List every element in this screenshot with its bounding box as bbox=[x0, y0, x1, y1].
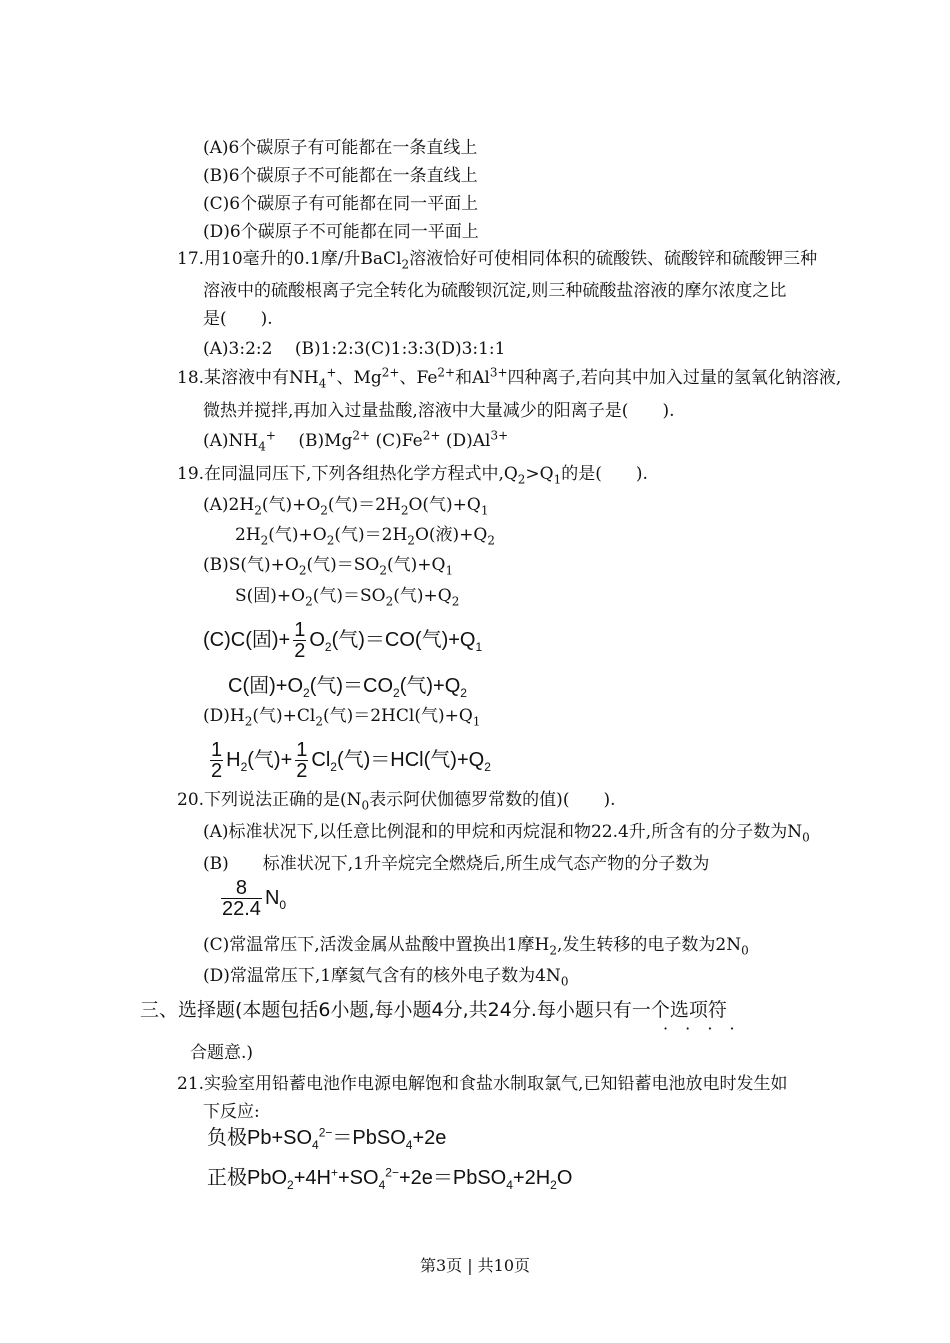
q19-option-c-eq1: (C)C(固)+ $\frac{1}{2}$ $O_2$(气)＝CO(气)$+Q_1$ bbox=[203, 619, 483, 662]
q21-stem-line1: 21.实验室用铅蓄电池作电源电解饱和食盐水制取氯气,已知铅蓄电池放电时发生如 bbox=[177, 1074, 788, 1094]
q20-option-b: (B) 标准状况下,1升辛烷完全燃烧后,所生成气态产物的分子数为 bbox=[203, 854, 710, 874]
q19-option-b-eq2: S(固)$+O_2$(气)$=SO_2$(气)$+Q_2$ bbox=[235, 586, 460, 609]
fraction: $\frac{8}{22.4}$ bbox=[222, 877, 261, 920]
q19-option-b-eq1: (B)S(气)$+O_2$(气)$=SO_2$(气)$+Q_1$ bbox=[203, 555, 454, 578]
q16-option-d: (D)6个碳原子不可能都在同一平面上 bbox=[203, 222, 479, 242]
q20-stem: 20.下列说法正确的是($N_0$表示阿伏伽德罗常数的值)( ). bbox=[177, 790, 616, 813]
q20-option-d: (D)常温常压下,1摩氦气含有的核外电子数为$4N_0$ bbox=[203, 966, 569, 989]
fraction: $\frac{1}{2}$ bbox=[211, 739, 223, 782]
q17-stem-line2: 溶液中的硫酸根离子完全转化为硫酸钡沉淀,则三种硫酸盐溶液的摩尔浓度之比 bbox=[203, 281, 787, 301]
q18-stem-line1: 18.某溶液中有$NH_4^+$、$Mg^{2+}$、$Fe^{2+}$和$Al^{3+}$四种离子,若向其中加入过量的氢氧化钠溶液, bbox=[177, 365, 842, 391]
q19-stem: 19.在同温同压下,下列各组热化学方程式中$,Q_2>Q_1$的是( ). bbox=[177, 464, 648, 487]
q18-options: $(A)NH_4^+$ $(B)Mg^{2+}$ $(C)Fe^{2+}$ $(D)Al^{3+}$ bbox=[203, 428, 509, 454]
q21-negative-electrode: 负极$Pb+SO_4^{2-}=PbSO_4+2e$ bbox=[207, 1125, 447, 1152]
q17-stem-line1: 17.用10毫升的0.1摩/升BaCl$_2$溶液恰好可使相同体积的硫酸铁、硫酸锌和硫酸钾三种 bbox=[177, 249, 818, 272]
fraction: $\frac{1}{2}$ bbox=[296, 739, 308, 782]
q18-stem-line2: 微热并搅拌,再加入过量盐酸,溶液中大量减少的阳离子是( ). bbox=[203, 401, 675, 421]
section-3-title: 三、选择题(本题包括6小题,每小题4分,共24分.每小题只有一个选项符 bbox=[140, 999, 727, 1021]
emphasis-dots: · · · · bbox=[663, 1019, 741, 1038]
q19-option-d-eq2: $\frac{1}{2}$ $H_2$(气)+ $\frac{1}{2}$ $Cl_2$(气)＝HCl(气)$+Q_2$ bbox=[211, 739, 491, 782]
q20-option-a: (A)标准状况下,以任意比例混和的甲烷和丙烷混和物22.4升,所含有的分子数为$N_0$ bbox=[203, 822, 810, 845]
q21-stem-line2: 下反应: bbox=[203, 1102, 260, 1122]
q19-option-a-eq1: $(A)2H_2$(气)$+O_2$(气)$=2H_2O$(气)$+Q_1$ bbox=[203, 495, 489, 518]
q16-option-c: (C)6个碳原子有可能都在同一平面上 bbox=[203, 194, 479, 214]
q19-option-a-eq2: $2H_2$(气)$+O_2$(气)$=2H_2O$(液)$+Q_2$ bbox=[235, 525, 495, 548]
section-3-title-cont: 合题意.) bbox=[190, 1043, 254, 1063]
q17-options: (A)3:2:2 (B)1:2:3(C)1:3:3(D)3:1:1 bbox=[203, 339, 506, 359]
q21-positive-electrode: 正极$PbO_2+4H^++SO_4^{2-}+2e=PbSO_4+2H_2O$ bbox=[207, 1165, 573, 1192]
q19-option-d-eq1: $(D)H_2$(气)$+Cl_2$(气)＝2HCl(气)$+Q_1$ bbox=[203, 706, 481, 729]
q19-option-c-eq2: C(固)$+O_2$(气)$=CO_2$(气)$+Q_2$ bbox=[228, 675, 467, 700]
q17-stem-line3: 是( ). bbox=[203, 309, 273, 329]
q20-option-c: (C)常温常压下,活泼金属从盐酸中置换出1摩$H_2$,发生转移的电子数为$2N_0$ bbox=[203, 935, 749, 958]
page-footer: 第3页 | 共10页 bbox=[419, 1256, 531, 1275]
fraction: $\frac{1}{2}$ bbox=[294, 619, 306, 662]
q16-option-b: (B)6个碳原子不可能都在一条直线上 bbox=[203, 166, 478, 186]
q16-option-a: (A)6个碳原子有可能都在一条直线上 bbox=[203, 138, 478, 158]
q20-option-b-formula: $\frac{8}{22.4}$ $N_0$ bbox=[222, 877, 287, 920]
